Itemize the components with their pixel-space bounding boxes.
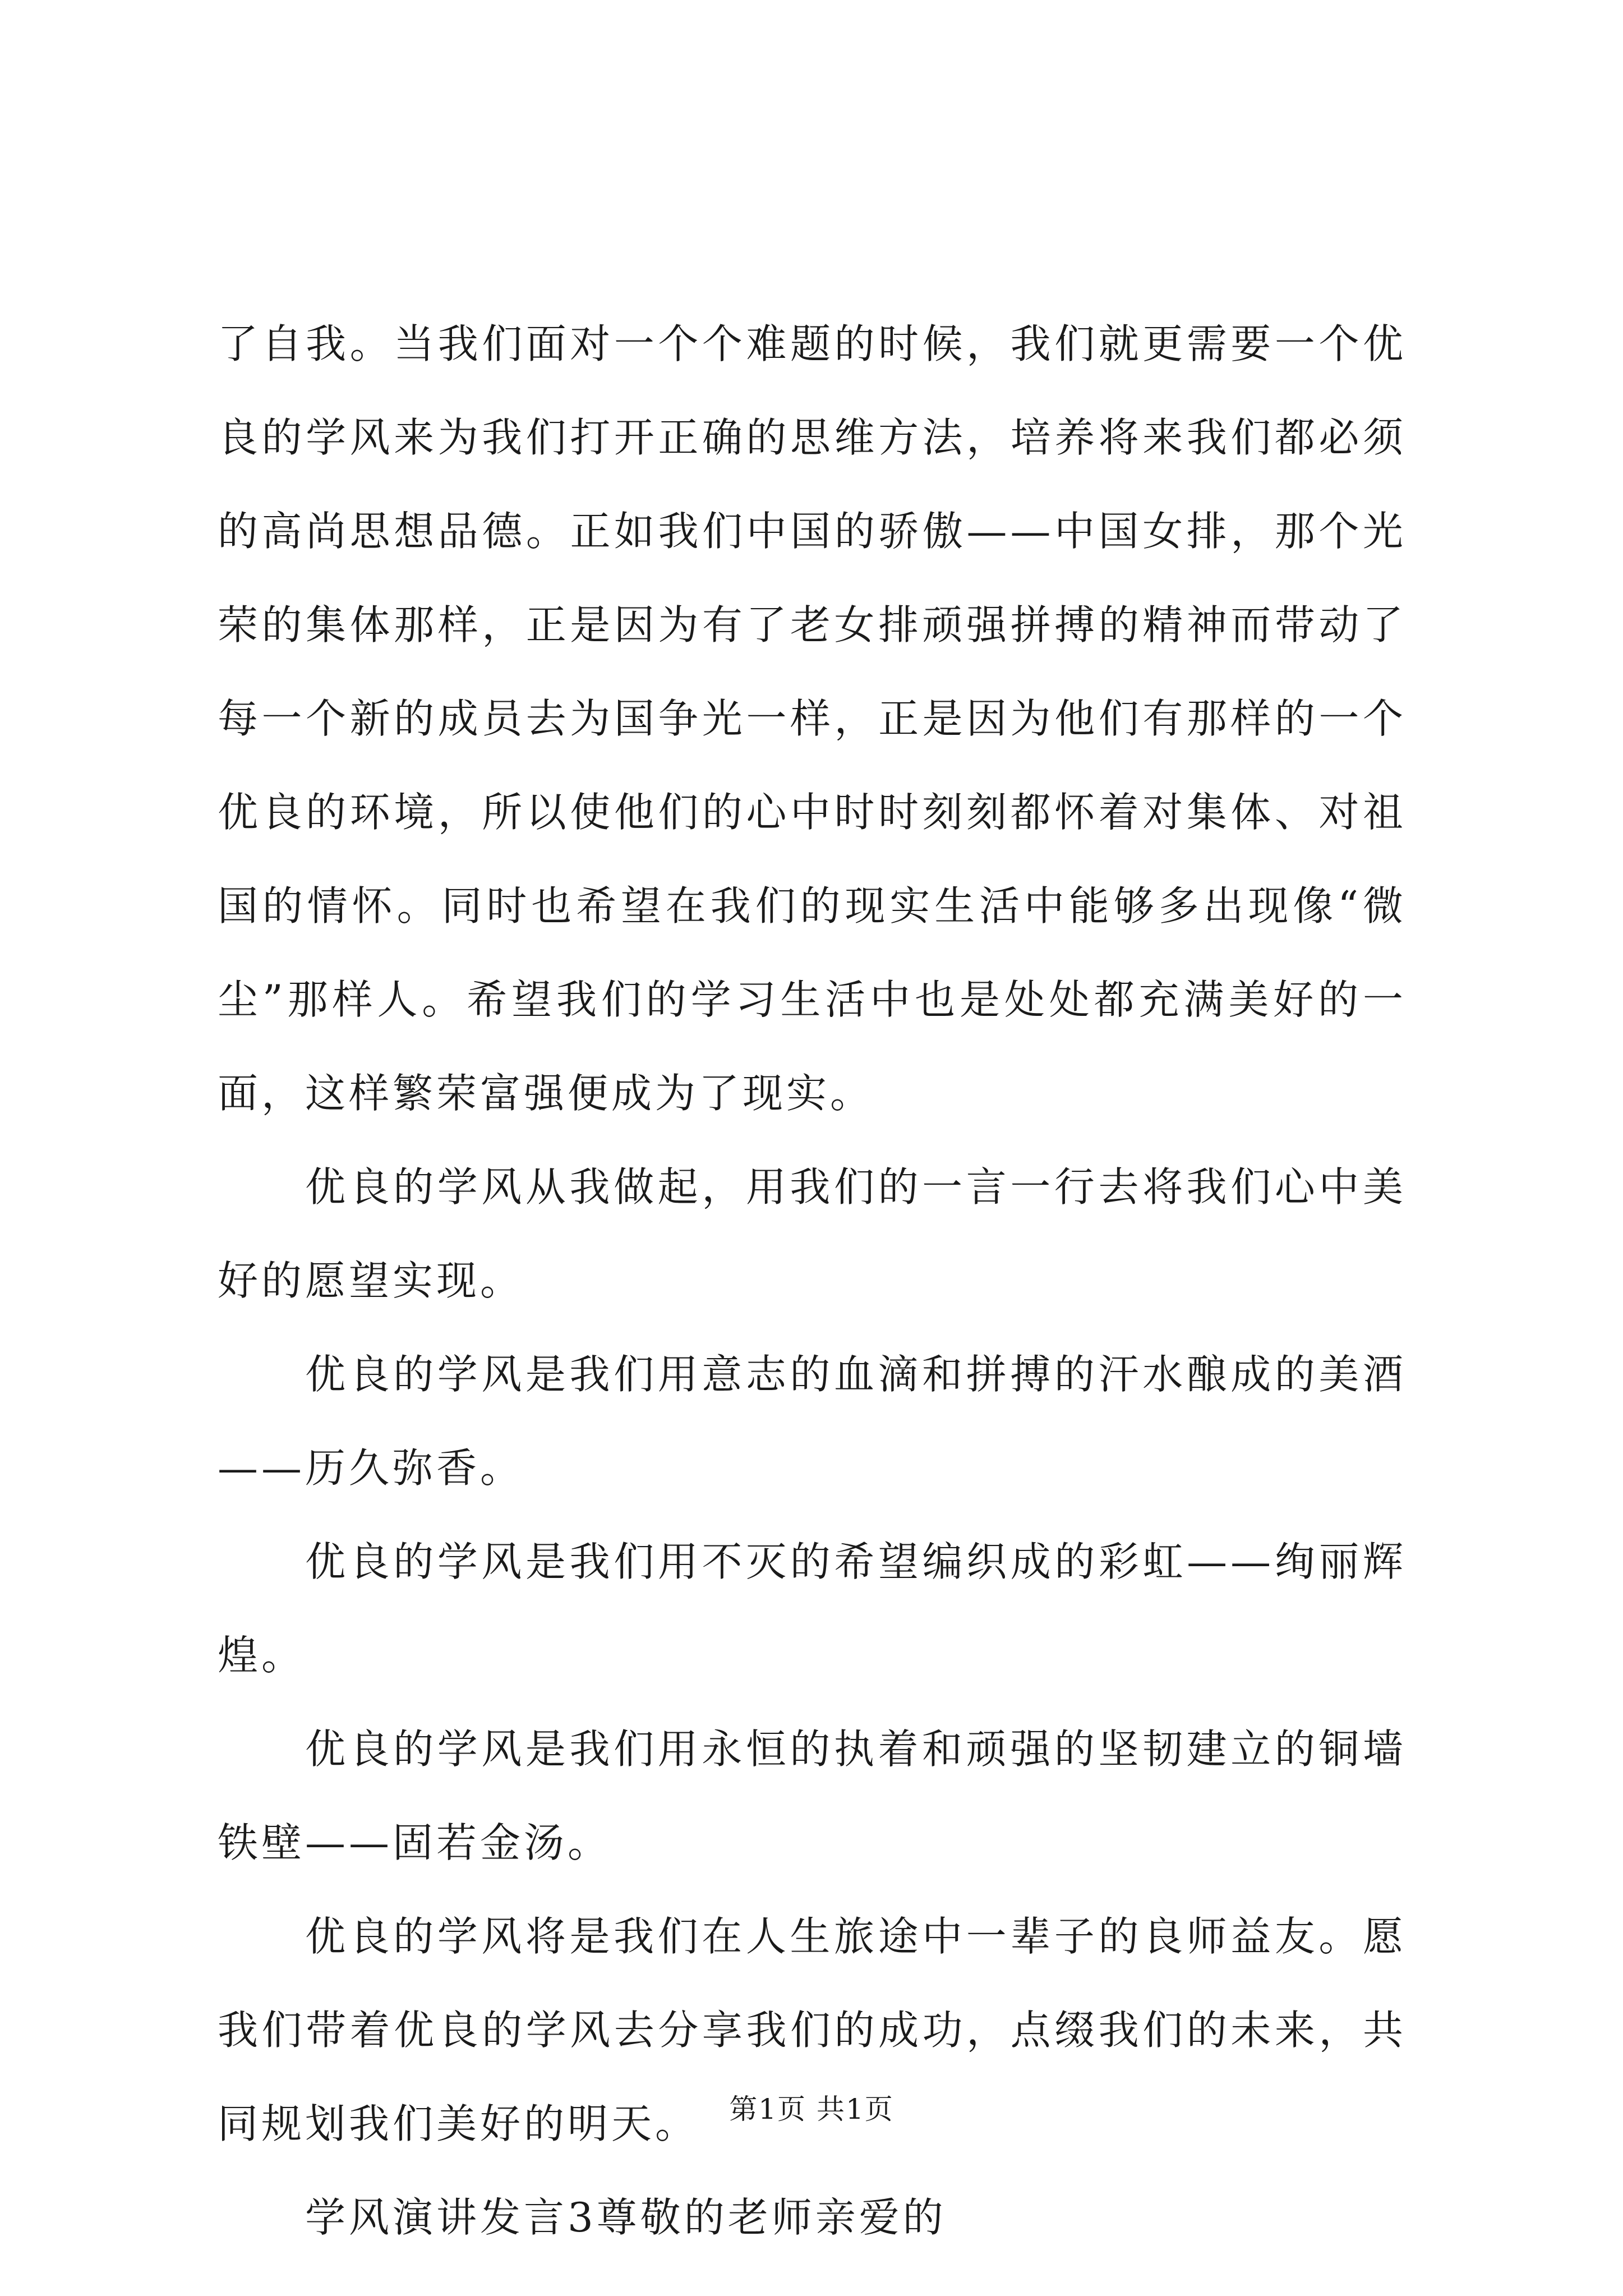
paragraph: 优良的学风从我做起，用我们的一言一行去将我们心中美好的愿望实现。 xyxy=(218,1163,1407,1304)
paragraph: 优良的学风将是我们在人生旅途中一辈子的良师益友。愿我们带着优良的学风去分享我们的成功，点缀我们的未来，共同规划我们美好的明天。 xyxy=(218,1913,1407,2147)
paragraph: 优良的学风是我们用永恒的执着和顽强的坚韧建立的铜墙铁壁——固若金汤。 xyxy=(218,1726,1407,1866)
paragraph-heading-start: 学风演讲发言3尊敬的老师亲爱的 xyxy=(305,2194,947,2241)
page-number-indicator: 第1页 共1页 xyxy=(729,2093,894,2125)
document-body xyxy=(218,297,1407,2265)
paragraph-continuation: 了自我。当我们面对一个个难题的时候，我们就更需要一个优良的学风来为我们打开正确的思维方法，培养将来我们都必须的高尚思想品德。正如我们中国的骄傲——中国女排，那个光荣的集体那样，正是因为有了老女排顽强拼搏的精神而带动了每一个新的成员去为国争光一样，正是因为他们有那样的一个优良的环境，所以使他们的心中时时刻刻都怀着对集体、对祖国的情怀。同时也希望在我们的现实生活中能够多出现像“微尘”那样人。希望我们的学习生活中也是处处都充满美好的一面，这样繁荣富强便成为了现实。 xyxy=(218,320,1407,1117)
paragraph: 优良的学风是我们用不灭的希望编织成的彩虹——绚丽辉煌。 xyxy=(218,1538,1407,1679)
page-footer xyxy=(0,2092,1623,2126)
paragraph: 优良的学风是我们用意志的血滴和拼搏的汗水酿成的美酒——历久弥香。 xyxy=(218,1351,1407,1492)
